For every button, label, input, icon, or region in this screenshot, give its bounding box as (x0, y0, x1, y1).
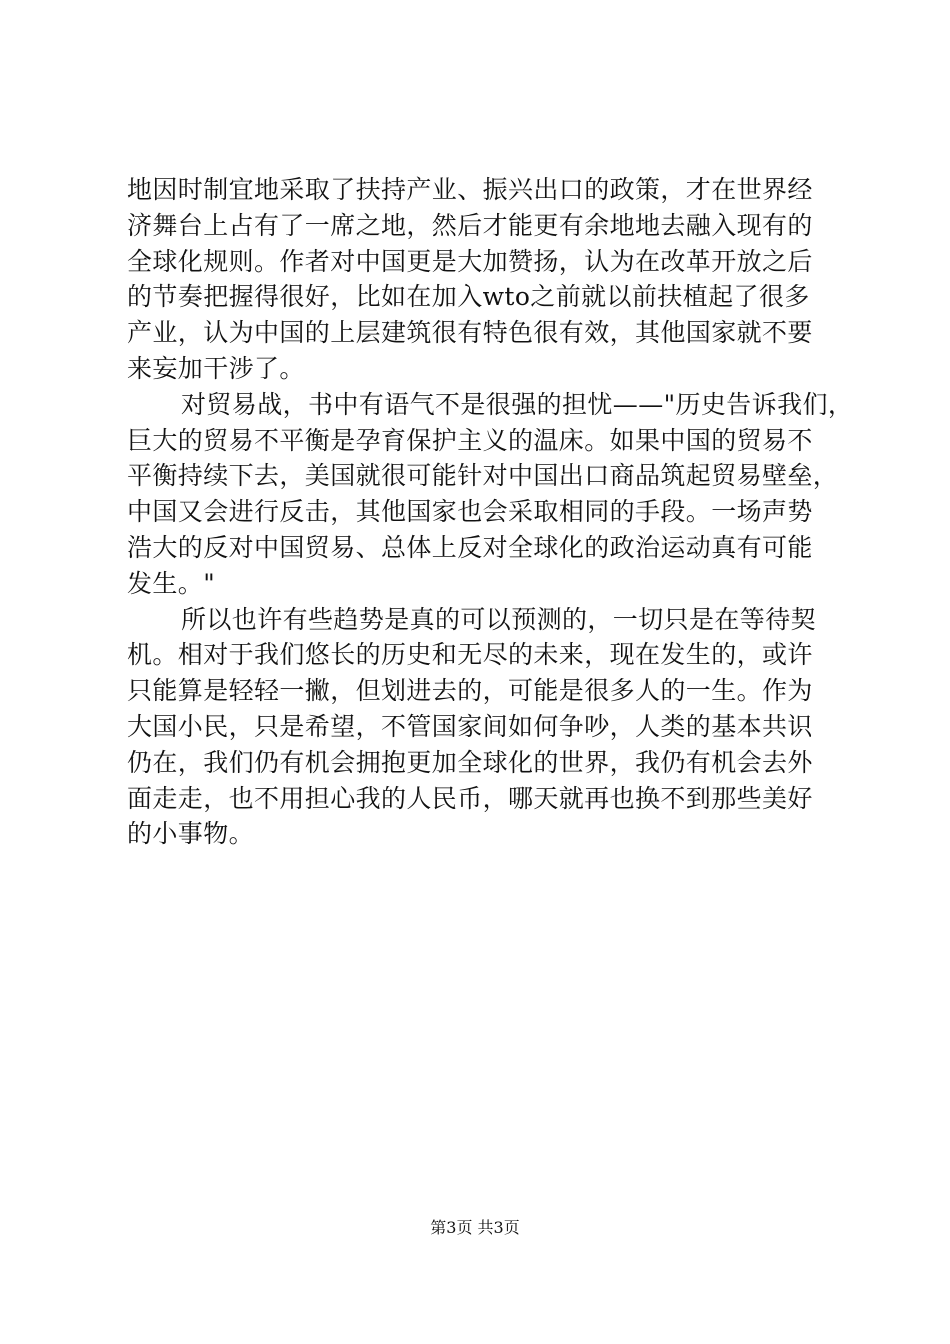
text-line: 地因时制宜地采取了扶持产业、振兴出口的政策，才在世界经 (127, 175, 813, 204)
text-line: 面走走，也不用担心我的人民币，哪天就再也换不到那些美好 (127, 783, 813, 813)
text-line: 全球化规则。作者对中国更是大加赞扬，认为在改革开放之后 (127, 246, 813, 276)
text-line: 所以也许有些趋势是真的可以预测的，一切只是在等待契 (181, 604, 817, 634)
page-footer (0, 1218, 950, 1238)
text-line: 巨大的贸易不平衡是孕育保护主义的温床。如果中国的贸易不 (127, 425, 813, 455)
text-line: 的小事物。 (127, 819, 255, 849)
paragraph-2 (127, 387, 854, 602)
text-line: 仍在，我们仍有机会拥抱更加全球化的世界，我仍有机会去外 (127, 747, 813, 777)
text-line: 大国小民，只是希望，不管国家间如何争吵，人类的基本共识 (127, 711, 813, 741)
text-line: 发生。" (127, 568, 216, 598)
text-line: 浩大的反对中国贸易、总体上反对全球化的政治运动真有可能 (127, 532, 813, 562)
body-text (127, 172, 854, 852)
text-line: 中国又会进行反击，其他国家也会采取相同的手段。一场声势 (127, 497, 813, 527)
paragraph-1 (127, 172, 833, 387)
text-line: 济舞台上占有了一席之地，然后才能更有余地地去融入现有的 (127, 210, 813, 240)
paragraph-3 (127, 602, 833, 853)
text-line: 只能算是轻轻一撇，但划进去的，可能是很多人的一生。作为 (127, 676, 813, 706)
text-line: 对贸易战，书中有语气不是很强的担忧——"历史告诉我们， (181, 389, 854, 419)
text-line: 来妄加干涉了。 (127, 353, 305, 383)
text-line: 平衡持续下去，美国就很可能针对中国出口商品筑起贸易壁垒， (127, 461, 839, 491)
page-number-label: 第3页 共3页 (430, 1218, 520, 1237)
text-line: 机。相对于我们悠长的历史和无尽的未来，现在发生的，或许 (127, 640, 813, 670)
text-line: 产业，认为中国的上层建筑很有特色很有效，其他国家就不要 (127, 318, 813, 348)
text-line: 的节奏把握得很好，比如在加入wto之前就以前扶植起了很多 (127, 282, 810, 312)
